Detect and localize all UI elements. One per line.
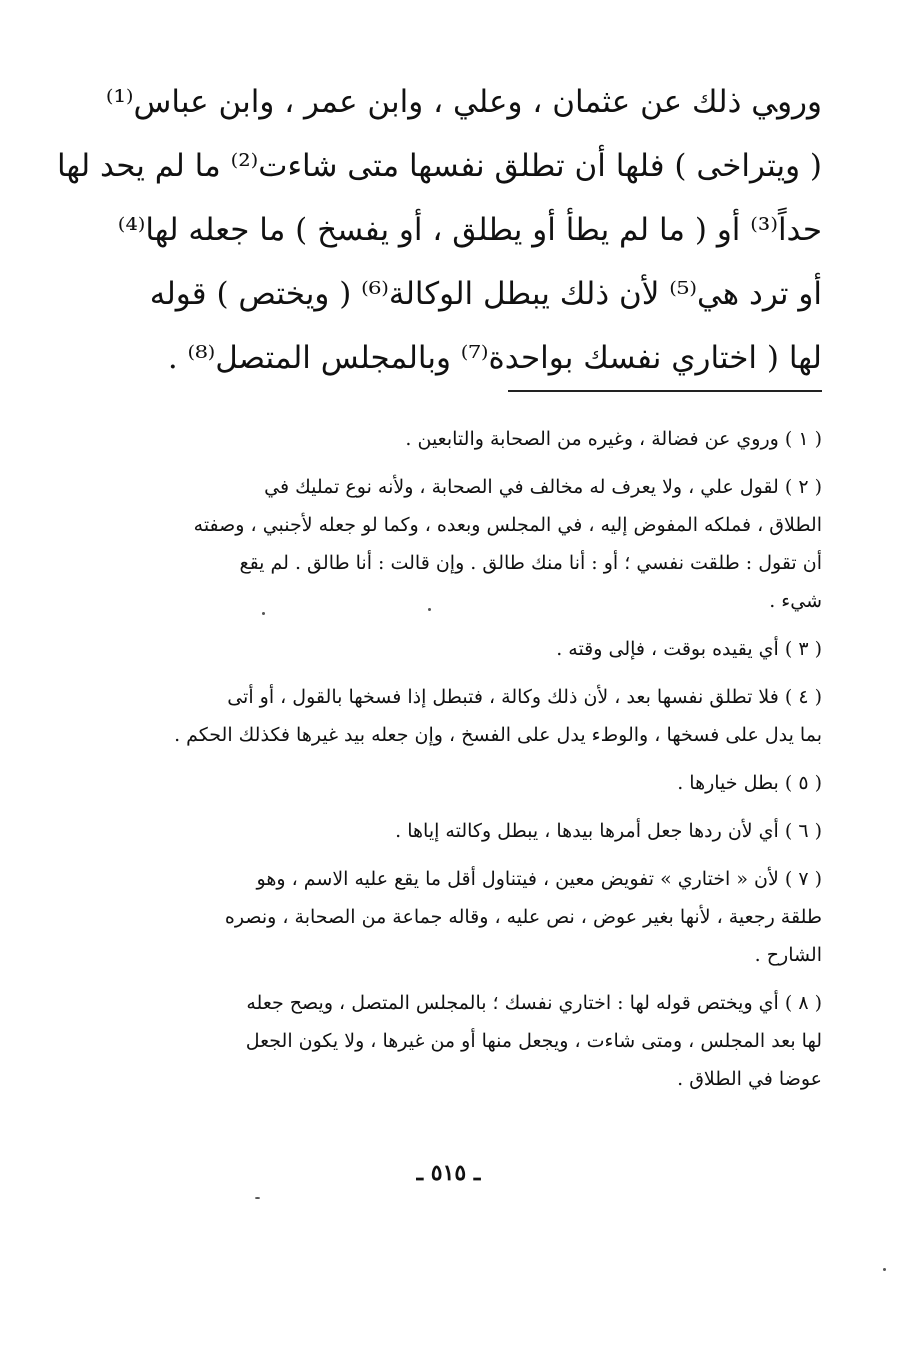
footnote-4 (78, 678, 822, 754)
footnote-line: عوضا في الطلاق . (677, 1068, 822, 1090)
footnotes-block (78, 420, 822, 1108)
paper-speck (255, 1197, 260, 1199)
footnote-line: ( ٥ ) بطل خيارها . (677, 772, 822, 794)
footnote-line: لها بعد المجلس ، ومتى شاءت ، ويجعل منها أو من غيرها ، ولا يكون الجعل (245, 1030, 822, 1052)
footnote-line: ( ٤ ) فلا تطلق نفسها بعد ، لأن ذلك وكالة ، فتبطل إذا فسخها بالقول ، أو أتى (227, 686, 822, 708)
footnote-line: ( ٦ ) أي لأن ردها جعل أمرها بيدها ، يبطل وكالته إياها . (395, 820, 822, 842)
footnote-7 (78, 860, 822, 974)
footnote-line: ( ٢ ) لقول علي ، ولا يعرف له مخالف في الصحابة ، ولأنه نوع تمليك في (264, 476, 822, 498)
footnote-line: بما يدل على فسخها ، والوطء يدل على الفسخ ، وإن جعله بيد غيرها فكذلك الحكم . (174, 724, 822, 746)
paper-speck (883, 1268, 886, 1271)
page-number: ـ ٥١٥ ـ (416, 1160, 481, 1186)
footnote-line: شيء . (769, 590, 822, 612)
footnote-line: الشارح . (754, 944, 822, 966)
main-text-line: لها ( اختاري نفسك بواحدة⁽⁷⁾ وبالمجلس المتصل⁽⁸⁾ . (167, 340, 822, 376)
footnote-divider (508, 390, 822, 392)
footnote-line: طلقة رجعية ، لأنها بغير عوض ، نص عليه ، وقاله جماعة من الصحابة ، ونصره (224, 906, 822, 928)
footnote-line: ( ٧ ) لأن « اختاري » تفويض معين ، فيتناول أقل ما يقع عليه الاسم ، وهو (256, 868, 822, 890)
footnote-6 (78, 812, 822, 850)
paper-speck (428, 608, 431, 611)
footnote-line: أن تقول : طلقت نفسي ؛ أو : أنا منك طالق . وإن قالت : أنا طالق . لم يقع (239, 552, 822, 574)
main-text-block (56, 70, 822, 390)
footnote-2 (78, 468, 822, 620)
main-text-line: ورو‍ي ذلك عن عثمان ، وعلي ، وابن عمر ، وابن عباس⁽¹⁾ (105, 84, 822, 120)
main-text-line: ( ويتراخى ) فلها أن تطلق نفسها متى شاءت⁽²⁾ ما لم يحد لها (56, 148, 822, 184)
footnote-5 (78, 764, 822, 802)
footnote-line: الطلاق ، فملكه المفوض إليه ، في المجلس وبعده ، وكما لو جعله لأجنبي ، وصفته (193, 514, 822, 536)
main-text-line: أو ترد هي⁽⁵⁾ لأن ذلك يبطل الوكالة⁽⁶⁾ ( ويختص ) قوله (149, 276, 822, 312)
footnote-line: ( ١ ) وروي عن فضالة ، وغيره من الصحابة والتابعين . (405, 428, 822, 450)
paper-speck (262, 612, 265, 615)
footnote-8 (78, 984, 822, 1098)
footnote-line: ( ٨ ) أي ويختص قوله لها : اختاري نفسك ؛ بالمجلس المتصل ، ويصح جعله (246, 992, 822, 1014)
footnote-1 (78, 420, 822, 458)
footnote-line: ( ٣ ) أي يقيده بوقت ، فإلى وقته . (556, 638, 822, 660)
main-text-line: حداً⁽³⁾ أو ( ما لم يطأ أو يطلق ، أو يفسخ ) ما جعله لها⁽⁴⁾ (117, 212, 822, 248)
footnote-3 (78, 630, 822, 668)
